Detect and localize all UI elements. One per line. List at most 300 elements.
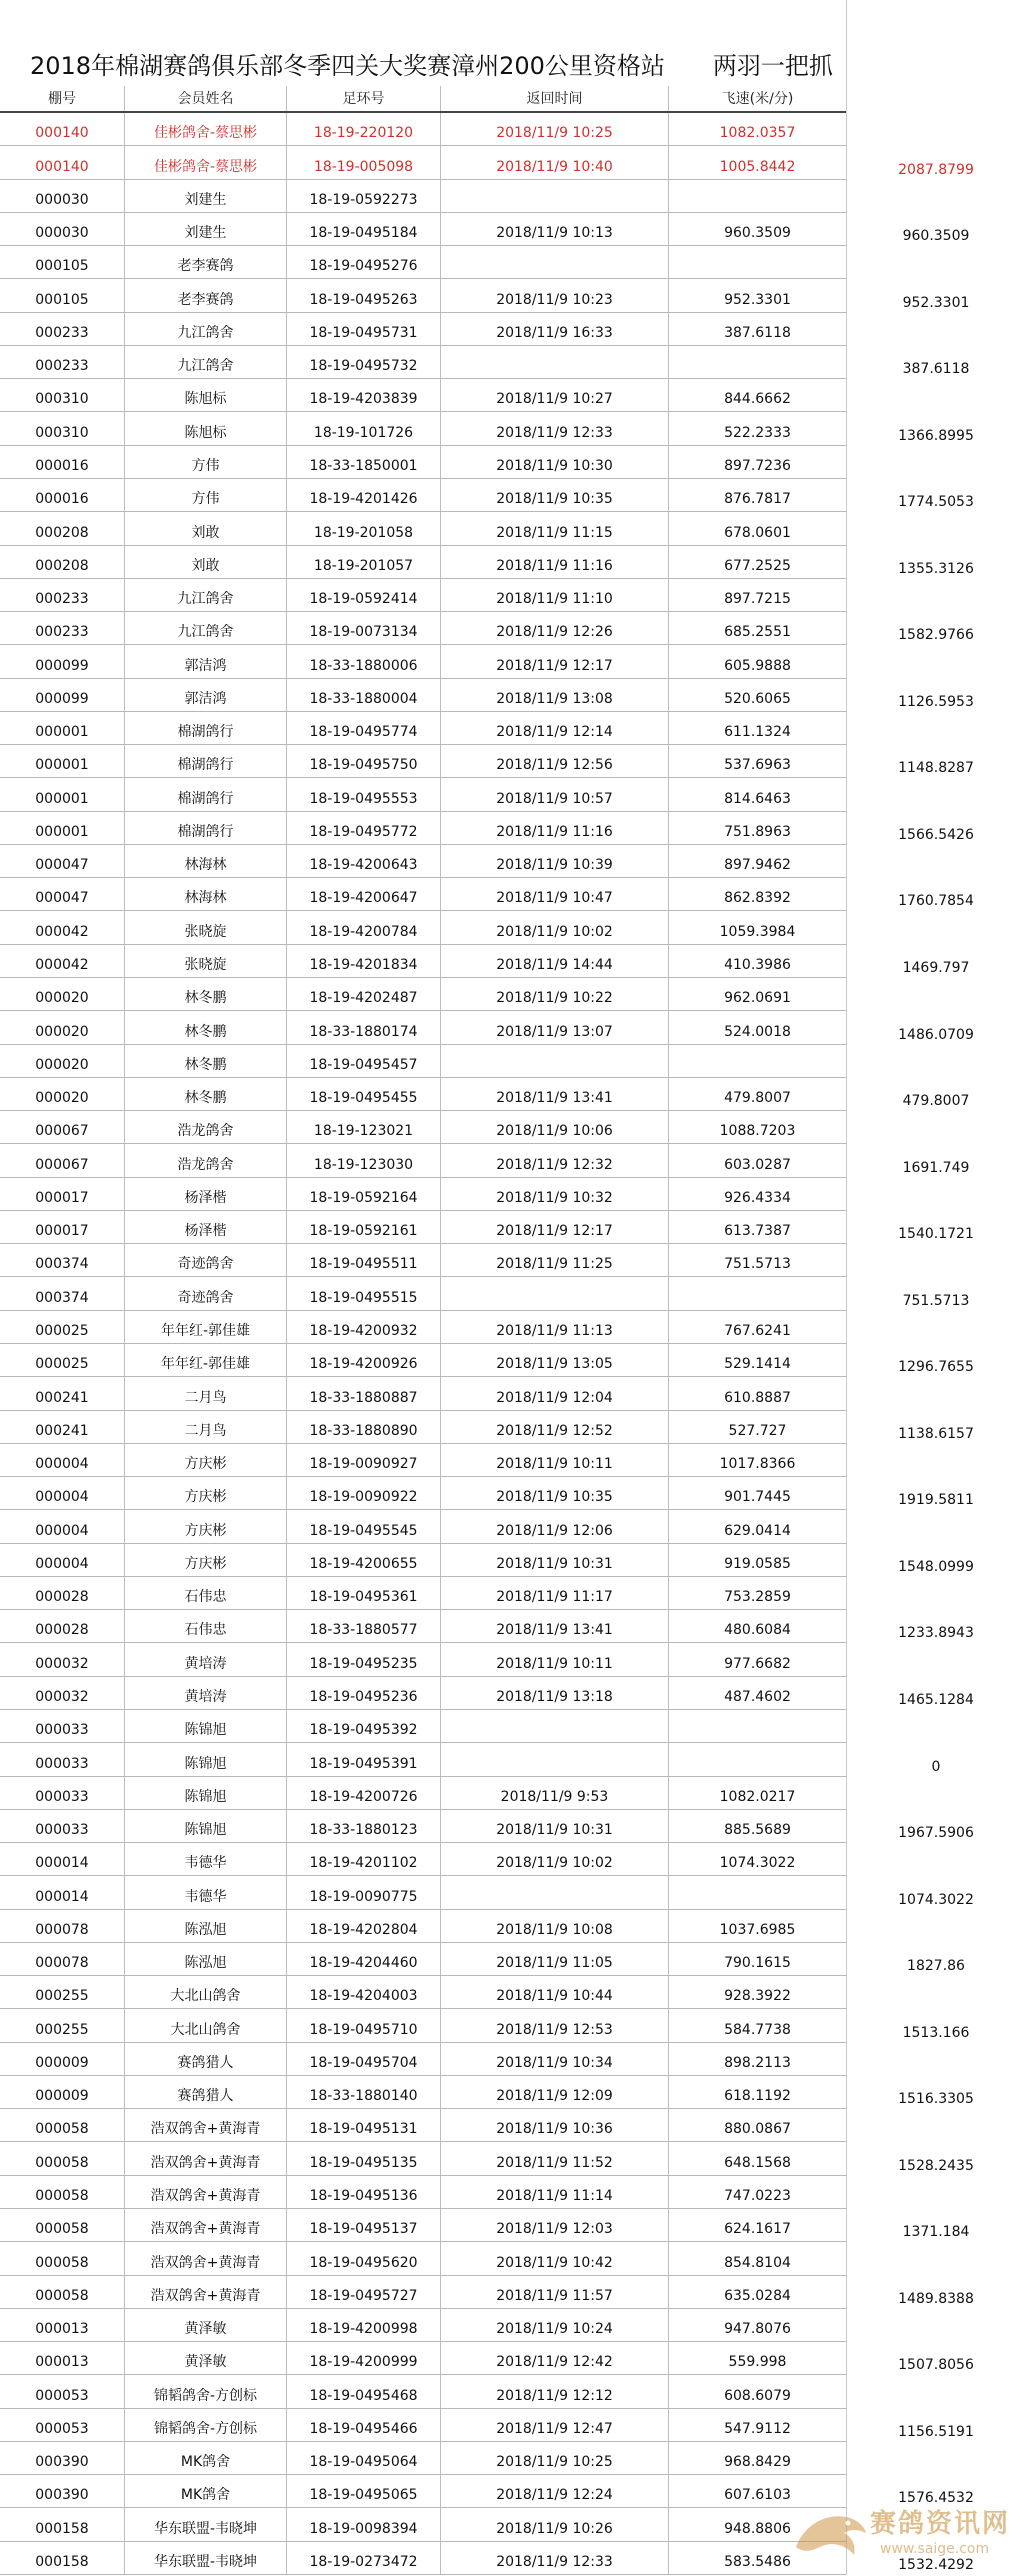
pen-number-cell: 000042 (35, 957, 89, 974)
return-time-cell: 2018/11/9 10:57 (496, 790, 613, 807)
return-time-cell: 2018/11/9 11:14 (496, 2188, 613, 2205)
speed-cell: 977.6682 (724, 1655, 791, 1672)
ring-number-cell: 18-19-4201834 (309, 957, 418, 974)
return-time-cell: 2018/11/9 12:26 (496, 624, 613, 641)
return-time-cell: 2018/11/9 10:11 (496, 1456, 613, 1473)
pen-number-cell: 000028 (35, 1589, 89, 1606)
member-name-cell: 锦韬鸽舍-方创标 (153, 2387, 258, 2404)
return-time-cell: 2018/11/9 10:23 (496, 291, 613, 308)
pen-number-cell: 000255 (35, 2021, 89, 2038)
pen-number-cell: 000208 (35, 557, 89, 574)
table-row (0, 2209, 846, 2242)
return-time-cell: 2018/11/9 12:53 (496, 2021, 613, 2038)
pen-number-cell: 000140 (35, 158, 89, 175)
speed-cell: 613.7387 (724, 1223, 791, 1240)
speed-cell: 960.3509 (724, 225, 791, 242)
return-time-cell: 2018/11/9 10:34 (496, 2054, 613, 2071)
return-time-cell: 2018/11/9 10:26 (496, 2520, 613, 2537)
pair-total-speed: 1074.3022 (898, 1891, 974, 1908)
pen-number-cell: 000233 (35, 358, 89, 375)
table-row (0, 1876, 846, 1909)
return-time-cell: 2018/11/9 9:53 (500, 1788, 609, 1805)
ring-number-cell: 18-19-4200999 (309, 2354, 418, 2371)
return-time-cell: 2018/11/9 11:05 (496, 1955, 613, 1972)
speed-cell: 751.8963 (724, 823, 791, 840)
return-time-cell: 2018/11/9 10:47 (496, 890, 613, 907)
ring-number-cell: 18-19-0495361 (309, 1589, 418, 1606)
speed-cell: 897.7236 (724, 457, 791, 474)
pen-number-cell: 000099 (35, 657, 89, 674)
pair-total-speed: 1355.3126 (898, 560, 974, 577)
member-name-cell: 浩双鸽舍+黄海青 (150, 2221, 261, 2238)
speed-cell: 962.0691 (724, 990, 791, 1007)
member-name-cell: 陈锦旭 (184, 1755, 227, 1772)
speed-cell: 547.9112 (724, 2420, 791, 2437)
pen-number-cell: 000033 (35, 1722, 89, 1739)
member-name-cell: 陈锦旭 (184, 1788, 227, 1805)
member-name-cell: MK鸽舍 (180, 2487, 231, 2504)
speed-cell: 387.6118 (724, 324, 791, 341)
table-row (0, 845, 846, 878)
pair-total-speed: 1532.4292 (898, 2557, 974, 2573)
member-name-cell: 黄培涛 (184, 1655, 227, 1672)
ring-number-cell: 18-33-1880890 (309, 1422, 418, 1439)
speed-cell: 480.6084 (724, 1622, 791, 1639)
return-time-cell: 2018/11/9 11:52 (496, 2154, 613, 2171)
table-row (0, 1411, 846, 1444)
ring-number-cell: 18-19-4200643 (309, 857, 418, 874)
return-time-cell: 2018/11/9 12:32 (496, 1156, 613, 1173)
speed-cell: 648.1568 (724, 2154, 791, 2171)
table-row (0, 1477, 846, 1510)
return-time-cell: 2018/11/9 10:25 (496, 2454, 613, 2471)
pair-total-speed: 1156.5191 (898, 2423, 974, 2440)
ring-number-cell: 18-19-4200655 (309, 1555, 418, 1572)
pair-total-speed: 1540.1721 (898, 1226, 974, 1243)
ring-number-cell: 18-19-0495727 (309, 2287, 418, 2304)
ring-number-cell: 18-19-0495236 (309, 1688, 418, 1705)
ring-number-cell: 18-19-220120 (313, 125, 414, 142)
return-time-cell: 2018/11/9 12:33 (496, 424, 613, 441)
table-row (0, 1577, 846, 1610)
speed-cell: 605.9888 (724, 657, 791, 674)
table-row (0, 579, 846, 612)
return-time-cell: 2018/11/9 10:24 (496, 2321, 613, 2338)
speed-cell: 678.0601 (724, 524, 791, 541)
member-name-cell: 方伟 (191, 491, 220, 508)
member-name-cell: 韦德华 (184, 1855, 227, 1872)
speed-cell: 1082.0357 (719, 125, 796, 142)
pen-number-cell: 000058 (35, 2154, 89, 2171)
speed-cell: 919.0585 (724, 1555, 791, 1572)
ring-number-cell: 18-33-1880006 (309, 657, 418, 674)
pair-total-speed: 1827.86 (907, 1958, 965, 1975)
speed-cell: 624.1617 (724, 2221, 791, 2238)
table-row (0, 1377, 846, 1410)
pen-number-cell: 000058 (35, 2188, 89, 2205)
member-name-cell: 棉湖鸽行 (177, 724, 234, 741)
table-row (0, 213, 846, 246)
pair-total-speed: 960.3509 (902, 228, 970, 245)
ring-number-cell: 18-19-4200998 (309, 2321, 418, 2338)
member-name-cell: MK鸽舍 (180, 2454, 231, 2471)
pen-number-cell: 000028 (35, 1622, 89, 1639)
pen-number-cell: 000030 (35, 191, 89, 208)
table-row (0, 479, 846, 512)
ring-number-cell: 18-19-123030 (313, 1156, 414, 1173)
ring-number-cell: 18-19-0090927 (309, 1456, 418, 1473)
member-name-cell: 老李赛鸽 (177, 258, 234, 275)
speed-cell: 1088.7203 (719, 1123, 796, 1140)
pen-number-cell: 000233 (35, 591, 89, 608)
member-name-cell: 石伟忠 (184, 1622, 227, 1639)
return-time-cell: 2018/11/9 11:13 (496, 1322, 613, 1339)
pen-number-cell: 000255 (35, 1988, 89, 2005)
pen-number-cell: 000233 (35, 624, 89, 641)
pen-number-cell: 000020 (35, 1056, 89, 1073)
table-row (0, 279, 846, 312)
member-name-cell: 锦韬鸽舍-方创标 (153, 2420, 258, 2437)
pair-total-speed: 0 (931, 1758, 941, 1775)
header-member-name: 会员姓名 (177, 91, 234, 107)
table-row (0, 1444, 846, 1477)
member-name-cell: 浩双鸽舍+黄海青 (150, 2254, 261, 2271)
ring-number-cell: 18-19-4200932 (309, 1322, 418, 1339)
member-name-cell: 方伟 (191, 457, 220, 474)
pen-number-cell: 000025 (35, 1356, 89, 1373)
pen-number-cell: 000033 (35, 1755, 89, 1772)
table-row (0, 2076, 846, 2109)
member-name-cell: 石伟忠 (184, 1589, 227, 1606)
speed-cell: 767.6241 (724, 1322, 791, 1339)
member-name-cell: 陈锦旭 (184, 1822, 227, 1839)
speed-cell: 901.7445 (724, 1489, 791, 1506)
table-row (0, 911, 846, 944)
pen-number-cell: 000032 (35, 1655, 89, 1672)
return-time-cell (441, 1055, 668, 1075)
member-name-cell: 刘建生 (184, 191, 227, 208)
return-time-cell: 2018/11/9 12:42 (496, 2354, 613, 2371)
ring-number-cell: 18-33-1850001 (309, 457, 418, 474)
ring-number-cell: 18-19-101726 (313, 424, 414, 441)
member-name-cell: 林冬鹏 (184, 1023, 227, 1040)
pair-total-speed: 1528.2435 (898, 2157, 974, 2174)
return-time-cell: 2018/11/9 10:40 (496, 158, 613, 175)
table-row (0, 1045, 846, 1078)
return-time-cell: 2018/11/9 12:09 (496, 2088, 613, 2105)
member-name-cell: 林冬鹏 (184, 990, 227, 1007)
pair-total-speed: 751.5713 (902, 1292, 970, 1309)
speed-cell (669, 190, 846, 210)
ring-number-cell: 18-19-0495392 (309, 1722, 418, 1739)
speed-cell: 611.1324 (724, 724, 791, 741)
speed-cell (669, 256, 846, 276)
member-name-cell: 黄泽敏 (184, 2321, 227, 2338)
member-name-cell: 浩双鸽舍+黄海青 (150, 2188, 261, 2205)
speed-cell: 926.4334 (724, 1189, 791, 1206)
table-row (0, 313, 846, 346)
pen-number-cell: 000020 (35, 1090, 89, 1107)
ring-number-cell: 18-19-0592164 (309, 1189, 418, 1206)
table-row (0, 1244, 846, 1277)
table-row (0, 180, 846, 213)
member-name-cell: 棉湖鸽行 (177, 823, 234, 840)
return-time-cell: 2018/11/9 12:24 (496, 2487, 613, 2504)
pair-total-speed: 1516.3305 (898, 2091, 974, 2108)
table-row (0, 1178, 846, 1211)
table-row (0, 645, 846, 678)
ring-number-cell: 18-19-0495457 (309, 1056, 418, 1073)
return-time-cell: 2018/11/9 10:06 (496, 1123, 613, 1140)
pair-total-speed: 1548.0999 (898, 1558, 974, 1575)
pen-number-cell: 000013 (35, 2321, 89, 2338)
pair-total-speed: 1465.1284 (898, 1691, 974, 1708)
pen-number-cell: 000233 (35, 324, 89, 341)
table-row (0, 1843, 846, 1876)
ring-number-cell: 18-19-0495553 (309, 790, 418, 807)
speed-cell: 897.9462 (724, 857, 791, 874)
ring-number-cell: 18-19-0495774 (309, 724, 418, 741)
table-row (0, 612, 846, 645)
ring-number-cell: 18-19-0495235 (309, 1655, 418, 1672)
return-time-cell: 2018/11/9 11:17 (496, 1589, 613, 1606)
member-name-cell: 方庆彬 (184, 1489, 227, 1506)
pair-total-speed: 1760.7854 (898, 893, 974, 910)
pen-number-cell: 000001 (35, 790, 89, 807)
return-time-cell: 2018/11/9 12:03 (496, 2221, 613, 2238)
table-row (0, 1510, 846, 1543)
table-row (0, 1743, 846, 1776)
member-name-cell: 黄泽敏 (184, 2354, 227, 2371)
member-name-cell: 郭洁鸿 (184, 690, 227, 707)
member-name-cell: 陈旭标 (184, 424, 227, 441)
table-row (0, 878, 846, 911)
member-name-cell: 方庆彬 (184, 1456, 227, 1473)
member-name-cell: 陈旭标 (184, 391, 227, 408)
return-time-cell (441, 356, 668, 376)
pen-number-cell: 000241 (35, 1389, 89, 1406)
pen-number-cell: 000030 (35, 225, 89, 242)
pair-total-speed: 1513.166 (902, 2024, 970, 2041)
pair-total-speed: 1967.5906 (898, 1825, 974, 1842)
member-name-cell: 浩龙鸽舍 (177, 1123, 234, 1140)
return-time-cell: 2018/11/9 12:14 (496, 724, 613, 741)
return-time-cell: 2018/11/9 12:47 (496, 2420, 613, 2437)
ring-number-cell: 18-19-0495515 (309, 1289, 418, 1306)
header-speed: 飞速(米/分) (721, 91, 794, 107)
pen-number-cell: 000004 (35, 1522, 89, 1539)
ring-number-cell: 18-19-0592414 (309, 591, 418, 608)
pen-number-cell: 000310 (35, 391, 89, 408)
totals-column-divider (846, 0, 847, 2575)
return-time-cell: 2018/11/9 10:27 (496, 391, 613, 408)
return-time-cell: 2018/11/9 11:16 (496, 557, 613, 574)
member-name-cell: 奇迹鸽舍 (177, 1256, 234, 1273)
member-name-cell: 韦德华 (184, 1888, 227, 1905)
speed-cell: 520.6065 (724, 690, 791, 707)
member-name-cell: 九江鸽舍 (177, 591, 234, 608)
header-return-time: 返回时间 (526, 91, 583, 107)
speed-cell: 608.6079 (724, 2387, 791, 2404)
return-time-cell: 2018/11/9 12:17 (496, 657, 613, 674)
watermark-site-name: 赛鸽资讯网 (870, 2509, 1011, 2539)
table-row (0, 1011, 846, 1044)
ring-number-cell: 18-19-0495263 (309, 291, 418, 308)
return-time-cell: 2018/11/9 10:25 (496, 125, 613, 142)
return-time-cell: 2018/11/9 11:10 (496, 591, 613, 608)
ring-number-cell: 18-19-0495750 (309, 757, 418, 774)
pen-number-cell: 000078 (35, 1955, 89, 1972)
ring-number-cell: 18-33-1880140 (309, 2088, 418, 2105)
table-row (0, 778, 846, 811)
return-time-cell (441, 1754, 668, 1774)
speed-cell: 527.727 (728, 1422, 787, 1439)
ring-number-cell: 18-19-4200926 (309, 1356, 418, 1373)
member-name-cell: 九江鸽舍 (177, 624, 234, 641)
return-time-cell: 2018/11/9 13:05 (496, 1356, 613, 1373)
speed-cell (669, 1720, 846, 1740)
pen-number-cell: 000004 (35, 1555, 89, 1572)
speed-cell: 880.0867 (724, 2121, 791, 2138)
table-row (0, 712, 846, 745)
pen-number-cell: 000016 (35, 457, 89, 474)
ring-number-cell: 18-19-0090922 (309, 1489, 418, 1506)
speed-cell: 1005.8442 (719, 158, 796, 175)
ring-number-cell: 18-19-0495731 (309, 324, 418, 341)
pen-number-cell: 000016 (35, 491, 89, 508)
ring-number-cell: 18-19-4200647 (309, 890, 418, 907)
speed-cell: 524.0018 (724, 1023, 791, 1040)
table-row (0, 1344, 846, 1377)
table-row (0, 546, 846, 579)
pen-number-cell: 000004 (35, 1456, 89, 1473)
return-time-cell: 2018/11/9 10:02 (496, 923, 613, 940)
return-time-cell: 2018/11/9 10:42 (496, 2254, 613, 2271)
table-row (0, 745, 846, 778)
member-name-cell: 赛鸽猎人 (177, 2088, 234, 2105)
speed-cell: 584.7738 (724, 2021, 791, 2038)
ring-number-cell: 18-19-0495184 (309, 225, 418, 242)
speed-cell: 844.6662 (724, 391, 791, 408)
pen-number-cell: 000013 (35, 2354, 89, 2371)
ring-number-cell: 18-19-0495710 (309, 2021, 418, 2038)
pen-number-cell: 000053 (35, 2420, 89, 2437)
table-row (0, 1078, 846, 1111)
pair-total-speed: 1576.4532 (898, 2490, 974, 2507)
table-row (0, 113, 846, 146)
return-time-cell: 2018/11/9 10:35 (496, 491, 613, 508)
speed-cell (669, 1288, 846, 1308)
ring-number-cell: 18-19-4204460 (309, 1955, 418, 1972)
header-ring-number: 足环号 (342, 91, 385, 107)
sheet-title: 2018年棉湖赛鸽俱乐部冬季四关大奖赛漳州200公里资格站 两羽一把抓 (30, 52, 833, 80)
pair-total-speed: 1566.5426 (898, 826, 974, 843)
member-name-cell: 奇迹鸽舍 (177, 1289, 234, 1306)
member-name-cell: 佳彬鸽舍-蔡思彬 (153, 125, 258, 142)
pen-number-cell: 000014 (35, 1855, 89, 1872)
ring-number-cell: 18-19-4200726 (309, 1788, 418, 1805)
speed-cell: 1017.8366 (719, 1456, 796, 1473)
pen-number-cell: 000067 (35, 1123, 89, 1140)
pen-number-cell: 000078 (35, 1921, 89, 1938)
ring-number-cell: 18-19-0495064 (309, 2454, 418, 2471)
table-row (0, 1277, 846, 1310)
ring-number-cell: 18-33-1880004 (309, 690, 418, 707)
table-row (0, 812, 846, 845)
speed-cell: 610.8887 (724, 1389, 791, 1406)
table-row (0, 2176, 846, 2209)
ring-number-cell: 18-19-0495511 (309, 1256, 418, 1273)
return-time-cell: 2018/11/9 10:22 (496, 990, 613, 1007)
table-row (0, 1910, 846, 1943)
ring-number-cell: 18-19-0592273 (309, 191, 418, 208)
member-name-cell: 赛鸽猎人 (177, 2054, 234, 2071)
pair-total-speed: 952.3301 (902, 294, 970, 311)
speed-cell: 522.2333 (724, 424, 791, 441)
table-row (0, 945, 846, 978)
pen-number-cell: 000033 (35, 1788, 89, 1805)
pen-number-cell: 000014 (35, 1888, 89, 1905)
member-name-cell: 杨泽楷 (184, 1189, 227, 1206)
ring-number-cell: 18-19-0495135 (309, 2154, 418, 2171)
member-name-cell: 浩双鸽舍+黄海青 (150, 2121, 261, 2138)
return-time-cell: 2018/11/9 10:08 (496, 1921, 613, 1938)
ring-number-cell: 18-19-0495391 (309, 1755, 418, 1772)
return-time-cell: 2018/11/9 13:18 (496, 1688, 613, 1705)
speed-cell: 607.6103 (724, 2487, 791, 2504)
speed-cell (669, 1754, 846, 1774)
member-name-cell: 刘敢 (191, 524, 220, 541)
speed-cell: 1037.6985 (719, 1921, 796, 1938)
watermark-site-url: www.saige.com (880, 2541, 990, 2557)
pen-number-cell: 000020 (35, 990, 89, 1007)
speed-cell: 629.0414 (724, 1522, 791, 1539)
pen-number-cell: 000158 (35, 2553, 89, 2570)
ring-number-cell: 18-19-123021 (313, 1123, 414, 1140)
table-row (0, 1544, 846, 1577)
pair-total-speed: 1233.8943 (898, 1625, 974, 1642)
speed-cell: 1074.3022 (719, 1855, 796, 1872)
member-name-cell: 二月鸟 (184, 1389, 227, 1406)
pen-number-cell: 000047 (35, 857, 89, 874)
speed-cell: 487.4602 (724, 1688, 791, 1705)
return-time-cell (441, 1887, 668, 1907)
ring-number-cell: 18-19-0495620 (309, 2254, 418, 2271)
speed-cell: 753.2859 (724, 1589, 791, 1606)
ring-number-cell: 18-19-4204003 (309, 1988, 418, 2005)
speed-cell: 947.8076 (724, 2321, 791, 2338)
ring-number-cell: 18-33-1880174 (309, 1023, 418, 1040)
ring-number-cell: 18-19-4200784 (309, 923, 418, 940)
speed-cell: 747.0223 (724, 2188, 791, 2205)
ring-number-cell: 18-33-1880577 (309, 1622, 418, 1639)
pair-total-speed: 1691.749 (902, 1159, 970, 1176)
pen-number-cell: 000033 (35, 1822, 89, 1839)
pen-number-cell: 000001 (35, 724, 89, 741)
member-name-cell: 林海林 (184, 890, 227, 907)
pair-total-speed: 1366.8995 (898, 427, 974, 444)
table-row (0, 1777, 846, 1810)
speed-cell: 790.1615 (724, 1955, 791, 1972)
pen-number-cell: 000058 (35, 2221, 89, 2238)
member-name-cell: 陈泓旭 (184, 1921, 227, 1938)
member-name-cell: 年年红-郭佳雄 (160, 1322, 251, 1339)
member-name-cell: 杨泽楷 (184, 1223, 227, 1240)
ring-number-cell: 18-19-4201102 (309, 1855, 418, 1872)
table-row (0, 2142, 846, 2175)
member-name-cell: 年年红-郭佳雄 (160, 1356, 251, 1373)
table-row (0, 1144, 846, 1177)
